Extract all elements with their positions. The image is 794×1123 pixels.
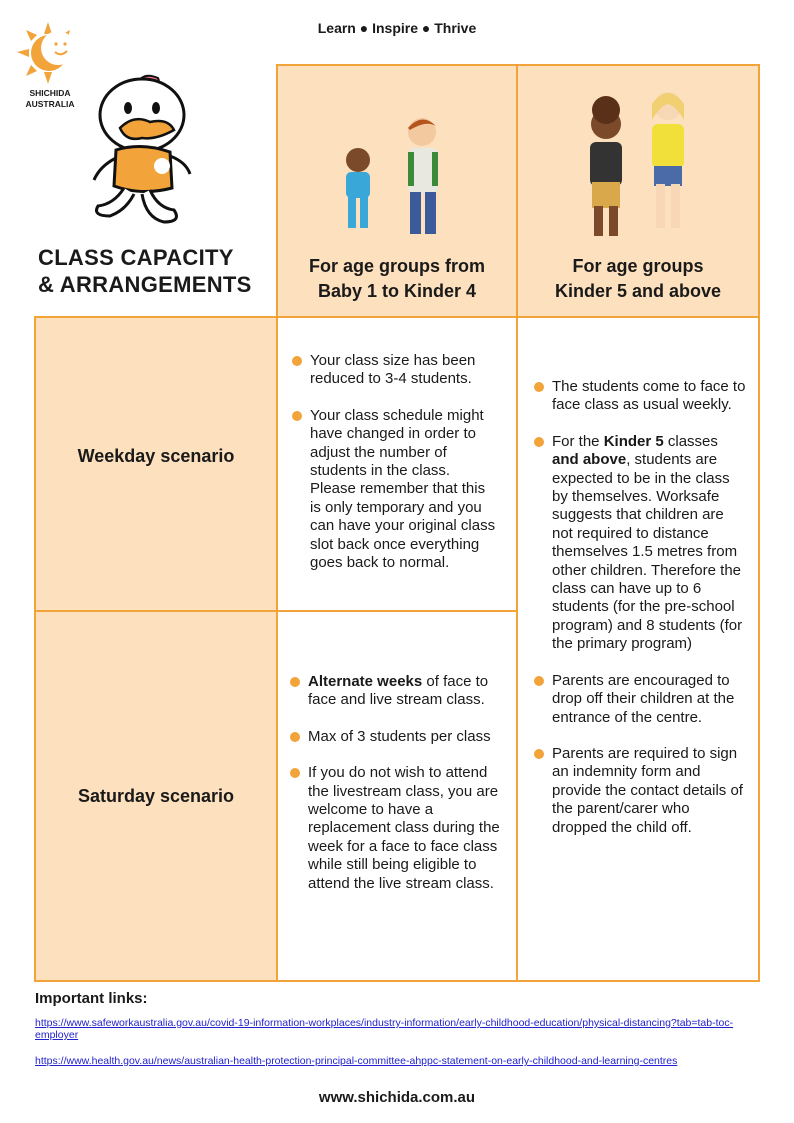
shichida-sun-logo: [14, 18, 84, 88]
important-links-heading: Important links:: [35, 990, 148, 1007]
list-item: Your class schedule might have changed in order to adjust the number of students in the class. Please remember that this is only temporary and you can have your original class slot back once everything goes back to normal.: [290, 407, 500, 573]
list-item: Your class size has been reduced to 3-4 students.: [290, 352, 500, 389]
row-header-weekday: [34, 316, 278, 612]
tagline: Learn ● Inspire ● Thrive: [317, 20, 477, 36]
health-gov-link[interactable]: https://www.health.gov.au/news/australian-health-protection-principal-committee-ahppc-statement-on-early-childhood-and-learning-centres: [35, 1055, 678, 1067]
col-header-older-label: For age groups Kinder 5 and above: [554, 256, 722, 301]
website-url[interactable]: www.shichida.com.au: [318, 1089, 476, 1106]
duck-mascot-illustration: [86, 70, 196, 235]
list-item: For the Kinder 5 classes and above, students are expected to be in the class by themselves. Worksafe suggests that children are not required to distance themselves 1.5 metres from other children. Therefore the class can have up to 6 students (for the pre-school program) and 8 students (for the primary program): [532, 433, 748, 654]
cell-weekday-young: [276, 316, 518, 612]
row-header-weekday-label: Weekday scenario: [77, 446, 235, 466]
cell-older: [516, 316, 760, 982]
row-header-saturday-label: Saturday scenario: [77, 786, 235, 806]
list-item: Parents are encouraged to drop off their children at the entrance of the centre.: [532, 672, 748, 727]
list-item: Max of 3 students per class: [288, 728, 510, 746]
list-item: Alternate weeks of face to face and live stream class.: [288, 673, 510, 710]
list-item: Parents are required to sign an indemnity form and provide the contact details of the parent/carer who dropped the child off.: [532, 745, 748, 837]
col-header-older: [516, 64, 760, 318]
list-item: If you do not wish to attend the livestream class, you are welcome to have a replacement class during the week for a face to face class while still being eligible to attend the live stream class.: [288, 764, 510, 893]
cell-saturday-young: [276, 610, 518, 982]
young-children-illustration: [334, 112, 464, 242]
page-title: CLASS CAPACITY & ARRANGEMENTS: [38, 245, 252, 297]
col-header-young: [276, 64, 518, 318]
col-header-young-label: For age groups from Baby 1 to Kinder 4: [308, 256, 485, 301]
row-header-saturday: [34, 610, 278, 982]
logo-text: SHICHIDA AUSTRALIA: [25, 88, 75, 109]
list-item: The students come to face to face class as usual weekly.: [532, 378, 748, 415]
older-children-illustration: [576, 76, 706, 246]
safework-link[interactable]: https://www.safeworkaustralia.gov.au/covid-19-information-workplaces/industry-information/early-childhood-education/physical-distancing?tab=tab-toc-employer: [35, 1017, 734, 1041]
